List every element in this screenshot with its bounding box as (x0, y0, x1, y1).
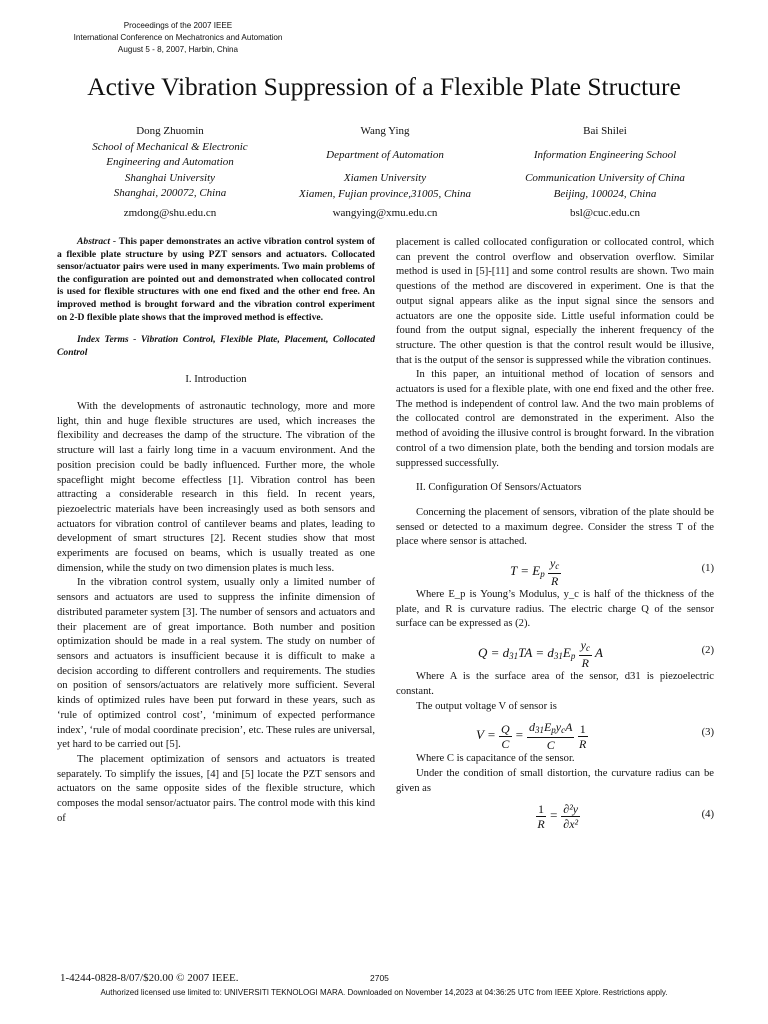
author-affiliation: Shanghai University (124, 171, 216, 184)
equation-4: $\frac{1}{R}$ = $\frac{\text{∂²y}}{\text{∂x²}}$ (4) (537, 802, 714, 832)
section-heading-configuration: II. Configuration Of Sensors/Actuators (416, 482, 582, 494)
equation-number: (2) (701, 645, 714, 657)
author-name: Bai Shilei (583, 125, 627, 137)
paragraph: Under the condition of small distortion, the curvature radius can be given as (396, 767, 714, 794)
right-column (396, 236, 714, 834)
author-email: zmdong@shu.edu.cn (123, 206, 217, 219)
author-affiliation: Xiamen, Fujian province,31005, China (299, 187, 471, 200)
paragraph: placement is called collocated configuration or collocated control, which can prevent the control overflow and observation overflow. Similar method is used in [5]-[11] and some control results are shown. Two main questions of the method are discovered in experiment. One is that the output signal appears alike as the input signal since the sensors and actuators are one the opposite side. Little useful information could be found from the output signal, especially the inherent frequency of the structure. The other question is that the control result would be illusive, that is the output of the sensor is suppressed while the vibration continues. (396, 237, 714, 366)
author-name: Dong Zhuomin (136, 125, 204, 137)
abstract (57, 236, 375, 324)
left-column (57, 236, 375, 826)
equation-number: (4) (701, 809, 714, 821)
author-affiliation: Engineering and Automation (106, 156, 234, 168)
paragraph: With the developments of astronautic technology, more and more light, thin and huge flexible structures are used, which increases the flexibility and decreases the damp of the structure. The vibration of the structure will last a fairly long time in a vacuum environment. And the position precision could be badly influenced. Further more, the whole spaceflight might become effectless [1]. Vibration control has been attracting a considerable research in this field. In recent years, piezoelectric materials have been increasingly used as both sensors and actuators for vibration control of cantilever beams and plates, leading to development of smart structures [2]. Recent studies show that most experiments are focused on beams, which is usually treated as one dimension, while the study on two dimension plates is much less. (57, 401, 375, 574)
equation-number: (1) (701, 563, 714, 575)
equation-2: Q = d31TA = d31Ep $\frac{yc}{R}$ A (2) (478, 638, 714, 671)
section-heading-introduction: I. Introduction (185, 374, 247, 386)
author-email: wangying@xmu.edu.cn (332, 207, 438, 219)
paragraph: Where E_p is Young’s Modulus, y_c is half of the thickness of the plate, and R is curvature radius. The electric charge Q of the sensor surface can be expressed as (2). (396, 589, 714, 630)
author-email: bsl@cuc.edu.cn (570, 207, 640, 219)
index-terms: Index Terms - Vibration Control, Flexible Plate, Placement, Collocated Control (57, 334, 375, 358)
footer-copyright: 1-4244-0828-8/07/$20.00 © 2007 IEEE. (60, 972, 239, 984)
paragraph: The placement optimization of sensors and actuators is treated separately. To simplify the issues, [4] and [5] locate the PZT sensors and actuators on the same opposite sides of the flexible structure, which composes the modal sensor/actuator pairs. The control mode with this kind of (57, 753, 375, 824)
author-affiliation: Department of Automation (326, 148, 444, 161)
author-affiliation: Shanghai, 200072, China (113, 187, 227, 199)
author-affiliation: Beijing, 100024, China (553, 187, 657, 200)
conference-line-1: Proceedings of the 2007 IEEE (123, 21, 233, 30)
author-affiliation: Communication University of China (525, 172, 685, 184)
paragraph: Where A is the surface area of the sensor, d31 is piezoelectric constant. (396, 671, 714, 697)
author-affiliation: Xiamen University (343, 172, 427, 184)
paragraph: In the vibration control system, usually only a limited number of sensors and actuators are used to suppress the infinite dimension of distributed parameter system [3]. The number of sensors and actuators and their placement are of great importance. Both number and position optimization should be made in a real system. The study on number of sensors and actuators is insufficient because it is difficult to make a decision according to different controllers and requirements. The studies on position of sensors/actuators are relatively more sufficient. Several kinds of optimized rules have been put forward in these years, such as ‘rule of optimized control cost’, ‘minimum of expected performance index’, ‘rule of modal coordinate precision’, etc. These rules are universal, yet hard to be carried out [5]. (57, 577, 375, 751)
equation-3: V = $\frac{Q}{C}$ = $\frac{\text{d31EpycA}}{C}$ $\frac{1}{R}$ (3) (476, 720, 714, 753)
author-affiliation: School of Mechanical & Electronic (92, 140, 248, 153)
author-affiliation: Information Engineering School (533, 148, 677, 161)
abstract-lead: Abstract - (77, 236, 117, 247)
equation-number: (3) (701, 727, 714, 739)
paragraph: The output voltage V of sensor is (416, 700, 557, 712)
paragraph: In this paper, an intuitional method of location of sensors and actuators is used for a flexible plate, with one end fixed and the other free. The method is independent of control law. And the two main problems of the collocated control are demonstrated in the experiment. Also the method of avoiding the illusive control is brought forward. In the vibration control of a two dimension plate, both the bending and torsion modals are suppressed successfully. (396, 369, 714, 469)
abstract-text: This paper demonstrates an active vibration control system of a flexible plate structure by using PZT sensors and actuators. Collocated sensor/actuator pairs were used in many experiments. Two main problems of the configuration are pointed out and demonstrated when collocated control is used for flexible structures with one end fixed and the other end free. An improved method is brought forward and the vibration control experiment on 2-D flexible plate shows that the improved method is effective. (57, 236, 375, 323)
conference-line-3: August 5 - 8, 2007, Harbin, China (117, 45, 239, 54)
conference-header (62, 20, 294, 56)
page-number: 2705 (370, 973, 389, 983)
author-block-3 (500, 124, 710, 222)
paragraph: Concerning the placement of sensors, vibration of the plate should be sensed or detected to a maximum degree. Consider the stress T of the place where sensor is attached. (396, 506, 714, 548)
license-notice: Authorized licensed use limited to: UNIVERSITI TEKNOLOGI MARA. Downloaded on November 14,2023 at 04:36:25 UTC from IEEE Xplore. Restrictions apply. (100, 988, 668, 997)
paragraph: Where C is capacitance of the sensor. (416, 753, 575, 765)
equation-1: T = Ep $\frac{yc}{R}$ (1) (510, 556, 714, 589)
author-name: Wang Ying (360, 125, 410, 137)
author-block-2 (280, 124, 490, 222)
author-block-1 (60, 124, 280, 221)
conference-line-2: International Conference on Mechatronics and Automation (73, 33, 283, 42)
paper-title: Active Vibration Suppression of a Flexible Plate Structure (87, 72, 681, 101)
